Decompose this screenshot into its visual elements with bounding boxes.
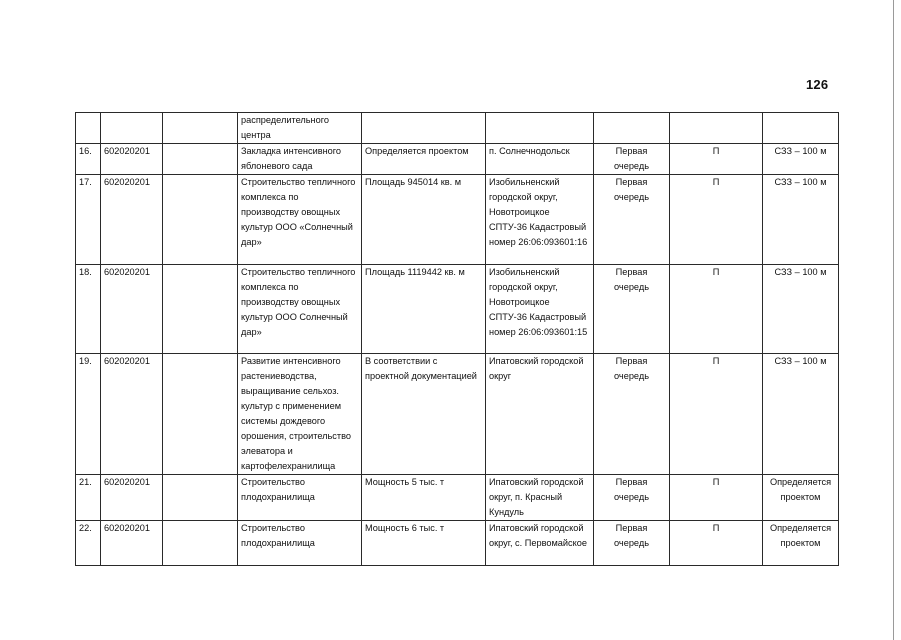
table-row [76,354,839,475]
object-name: Закладка интенсивного яблоневого сада [238,144,362,175]
protection-zone: Определяется проектом [763,521,839,566]
protection-zone: СЗЗ – 100 м [763,354,839,475]
table-row [76,144,839,175]
implementation-stage: Первая очередь [594,265,670,354]
table-row [76,113,839,144]
implementation-stage: Первая очередь [594,354,670,475]
object-location: Ипатовский городской округ, с. Первомайское [486,521,594,566]
object-status: П [670,475,763,521]
object-status: П [670,265,763,354]
object-code: 602020201 [101,175,163,265]
object-name: Строительство плодохранилища [238,475,362,521]
object-name: Строительство тепличного комплекса по производству овощных культур ООО Солнечный дар» [238,265,362,354]
blank-cell [163,354,238,475]
row-number: 21. [76,475,101,521]
object-status: П [670,175,763,265]
object-name: Строительство плодохранилища [238,521,362,566]
object-status: П [670,354,763,475]
protection-zone: Определяется проектом [763,475,839,521]
protection-zone: СЗЗ – 100 м [763,144,839,175]
table-row [76,521,839,566]
protection-zone: СЗЗ – 100 м [763,175,839,265]
row-number: 18. [76,265,101,354]
object-status: П [670,144,763,175]
object-code: 602020201 [101,265,163,354]
object-parameters: В соответствии с проектной документацией [362,354,486,475]
object-location: п. Солнечнодольск [486,144,594,175]
row-number: 22. [76,521,101,566]
object-status [670,113,763,144]
blank-cell [163,265,238,354]
page-number: 126 [806,77,829,92]
implementation-stage: Первая очередь [594,475,670,521]
object-location: Изобильненский городской округ, Новотроицкое СПТУ-36 Кадастровый номер 26:06:093601:15 [486,265,594,354]
objects-table [75,112,839,566]
object-location [486,113,594,144]
object-name: Развитие интенсивного растениеводства, выращивание сельхоз. культур с применением системы дождевого орошения, строительство элеватора и картофелехранилища [238,354,362,475]
object-code: 602020201 [101,521,163,566]
blank-cell [163,144,238,175]
object-location: Ипатовский городской округ, п. Красный Кундуль [486,475,594,521]
table-row [76,265,839,354]
implementation-stage: Первая очередь [594,175,670,265]
object-code: 602020201 [101,144,163,175]
object-parameters: Мощность 5 тыс. т [362,475,486,521]
row-number: 19. [76,354,101,475]
table-row [76,175,839,265]
blank-cell [163,475,238,521]
protection-zone: СЗЗ – 100 м [763,265,839,354]
object-parameters: Площадь 1119442 кв. м [362,265,486,354]
object-code: 602020201 [101,475,163,521]
object-code: 602020201 [101,354,163,475]
object-name: Строительство тепличного комплекса по производству овощных культур ООО «Солнечный дар» [238,175,362,265]
table-row [76,475,839,521]
blank-cell [163,521,238,566]
blank-cell [163,113,238,144]
object-parameters: Мощность 6 тыс. т [362,521,486,566]
object-parameters [362,113,486,144]
blank-cell [163,175,238,265]
object-parameters: Определяется проектом [362,144,486,175]
object-parameters: Площадь 945014 кв. м [362,175,486,265]
row-number [76,113,101,144]
object-location: Изобильненский городской округ, Новотроицкое СПТУ-36 Кадастровый номер 26:06:093601:16 [486,175,594,265]
object-code [101,113,163,144]
object-name: распределительного центра [238,113,362,144]
implementation-stage: Первая очередь [594,521,670,566]
object-location: Ипатовский городской округ [486,354,594,475]
page-edge-line [893,0,894,640]
implementation-stage [594,113,670,144]
implementation-stage: Первая очередь [594,144,670,175]
row-number: 17. [76,175,101,265]
protection-zone [763,113,839,144]
object-status: П [670,521,763,566]
row-number: 16. [76,144,101,175]
